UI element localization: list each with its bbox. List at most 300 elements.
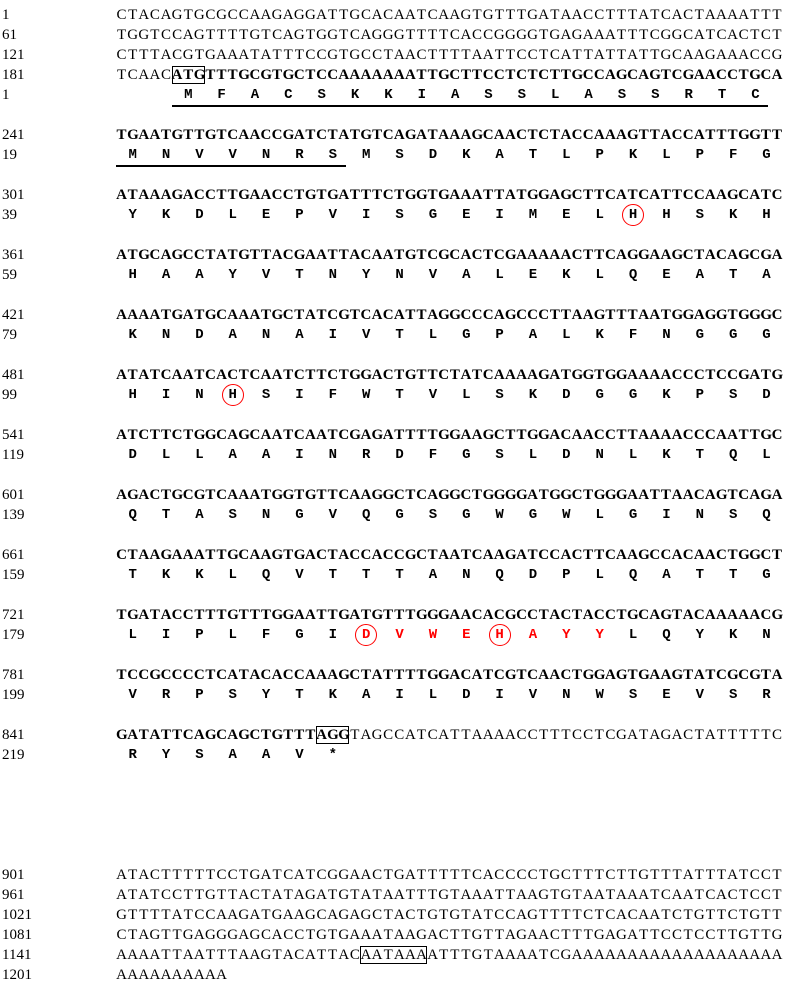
amino-acid: L [228, 207, 237, 223]
amino-acid: R [361, 447, 371, 463]
amino-acid: T [695, 567, 704, 583]
coding-aa-row [0, 86, 788, 104]
amino-acid: A [228, 327, 237, 343]
residue-number: 159 [2, 567, 25, 583]
amino-acid: M [528, 207, 538, 223]
utr5-row [0, 26, 788, 44]
amino-acid: N [328, 447, 338, 463]
amino-acid: S [651, 87, 660, 103]
amino-acid: S [317, 87, 326, 103]
amino-acid: H [762, 207, 771, 223]
stop-codon-box: AGG [316, 727, 350, 743]
coding-nt-row [0, 126, 788, 144]
amino-acid: L [628, 447, 638, 463]
nucleotide-sequence: TCCGCCCCTCATACACCAAAGCTATTTTGGACATCGTCAACTGGAGTGAAGTATCGCGTA [116, 667, 783, 683]
amino-acid: L [562, 147, 571, 163]
amino-acid: V [261, 267, 271, 283]
residue-number: 19 [2, 147, 17, 163]
coding-nt-row [0, 546, 788, 564]
utr5-row [0, 6, 788, 24]
coding-nt-row [0, 186, 788, 204]
residue-number: 79 [2, 327, 17, 343]
nucleotide-sequence: ATGCAGCCTATGTTACGAATTACAATGTCGCACTCGAAAAACTTCAGGAAGCTACAGCGA [116, 247, 783, 263]
amino-acid: K [128, 327, 137, 343]
amino-acid: L [495, 267, 504, 283]
nucleotide-sequence: TGAATGTTGTCAACCGATCTATGTCAGATAAAGCAACTCTACCAAAGTTACCATTTGGTT [116, 127, 783, 143]
amino-acid: Q [261, 567, 271, 583]
residue-number: 39 [2, 207, 17, 223]
coding-nt-row [0, 606, 788, 624]
amino-acid: Q [662, 627, 671, 643]
coding-aa-row [0, 686, 788, 704]
amino-acid: F [261, 627, 271, 643]
residue-number: 179 [2, 627, 25, 643]
residue-number: 59 [2, 267, 17, 283]
amino-acid: K [562, 267, 571, 283]
amino-acid: A [428, 567, 438, 583]
coding-aa-row [0, 266, 788, 284]
amino-acid: G [462, 447, 471, 463]
amino-acid: V [128, 687, 137, 703]
amino-acid: S [628, 687, 638, 703]
coding-aa-row [0, 326, 788, 344]
amino-acid: I [495, 207, 504, 223]
amino-acid: I [662, 507, 671, 523]
amino-acid: D [562, 447, 571, 463]
amino-acid: P [495, 327, 504, 343]
amino-acid: K [595, 327, 604, 343]
amino-acid: G [462, 507, 471, 523]
amino-acid: K [161, 207, 171, 223]
amino-acid: A [584, 87, 593, 103]
amino-acid: T [128, 567, 137, 583]
amino-acid: D [128, 447, 137, 463]
amino-acid: V [528, 687, 538, 703]
amino-acid: Y [562, 627, 571, 643]
coding-nt-row [0, 306, 788, 324]
amino-acid: L [428, 327, 438, 343]
amino-acid: K [328, 687, 338, 703]
amino-acid: G [462, 327, 471, 343]
amino-acid: T [161, 507, 171, 523]
amino-acid: T [395, 387, 404, 403]
amino-acid: F [428, 447, 438, 463]
amino-acid: G [628, 387, 638, 403]
line-number: 181 [2, 67, 25, 83]
amino-acid: G [295, 627, 304, 643]
line-number: 721 [2, 607, 25, 623]
amino-acid: S [228, 687, 237, 703]
line-number: 841 [2, 727, 25, 743]
line-number: 661 [2, 547, 25, 563]
amino-acid: A [528, 327, 538, 343]
coding-nt-row [0, 486, 788, 504]
amino-acid: I [495, 687, 504, 703]
amino-acid: S [428, 507, 438, 523]
amino-acid: N [562, 687, 571, 703]
line-number: 1141 [2, 947, 32, 963]
amino-acid: K [662, 447, 671, 463]
amino-acid: E [462, 207, 471, 223]
coding-aa-row [0, 626, 788, 644]
amino-acid: V [195, 147, 204, 163]
amino-acid: L [595, 267, 604, 283]
amino-acid: Q [762, 507, 771, 523]
amino-acid: G [428, 207, 438, 223]
amino-acid-sequence [116, 386, 788, 404]
nucleotide-sequence: ATATCAATCACTCAATCTTCTGGACTGTTCTATCAAAAGATGGTGGAAAACCCTCCGATG [116, 367, 784, 383]
amino-acid: V [428, 267, 438, 283]
coding-nt-row [0, 66, 788, 84]
amino-acid-sequence [116, 746, 788, 764]
amino-acid: N [161, 147, 171, 163]
line-number: 961 [2, 887, 25, 903]
amino-acid: T [328, 567, 338, 583]
amino-acid: F [628, 327, 638, 343]
residue-number: 119 [2, 447, 24, 463]
amino-acid: P [195, 687, 204, 703]
nucleotide-sequence: TGATACCTTTGTTTGGAATTGATGTTTGGGAACACGCCTACTACCTGCAGTACAAAAACG [116, 607, 784, 623]
amino-acid: D [528, 567, 538, 583]
line-number: 901 [2, 867, 25, 883]
amino-acid: Q [628, 567, 638, 583]
amino-acid: Q [128, 507, 137, 523]
line-number: 1021 [2, 907, 32, 923]
amino-acid: L [228, 567, 237, 583]
circled-residue: H [483, 626, 516, 644]
line-number: 1201 [2, 967, 32, 983]
amino-acid: S [728, 507, 738, 523]
amino-acid: A [261, 747, 271, 763]
amino-acid: W [562, 507, 571, 523]
amino-acid: A [195, 267, 204, 283]
nucleotide-sequence: ATCTTCTGGCAGCAATCAATCGAGATTTTGGAAGCTTGGACAACCTTAAAACCCAATTGC [116, 427, 783, 443]
amino-acid: G [628, 507, 638, 523]
nucleotide-sequence: GATATTCAGCAGCTGTTTAGGTAGCCAT CAT TAAAACC T T T CC T CGATAGAC TAT T T T T C [116, 727, 783, 743]
line-number: 481 [2, 367, 25, 383]
nucleotide-sequence: C TACAGTGCGCCAAGAGGAT TGCACAAT CAAGTGT T TGATAACC T T TAT CAC TAAAAT T T [116, 7, 782, 23]
amino-acid: S [228, 507, 237, 523]
amino-acid: T [395, 327, 404, 343]
line-number: 1 [2, 7, 10, 23]
circled-residue: H [216, 386, 249, 404]
amino-acid: L [662, 147, 671, 163]
amino-acid: I [417, 87, 426, 103]
nucleotide-sequence: C TAGT TGAGGGAGCACC TGTGAAATAAGAC T TGT TAGAAC T T TGAGAT T CC T CC T TGT TG [116, 927, 783, 943]
amino-acid: P [695, 147, 704, 163]
nucleotide-sequence: ATAT CC T TGT TAC TATAGATGTATAAT T TGTAAAT TAAGTGTAATAAAT CAAT CAC T CC T [116, 887, 782, 903]
amino-acid: D [195, 327, 204, 343]
amino-acid-sequence [116, 266, 788, 284]
amino-acid: G [528, 507, 538, 523]
amino-acid: N [328, 267, 338, 283]
amino-acid: A [228, 447, 237, 463]
amino-acid: R [762, 687, 771, 703]
amino-acid: K [628, 147, 638, 163]
utr3-row [0, 926, 788, 944]
amino-acid: S [728, 687, 738, 703]
line-number: 541 [2, 427, 25, 443]
stop-marker: * [328, 747, 338, 763]
line-number: 61 [2, 27, 17, 43]
amino-acid: N [261, 147, 271, 163]
amino-acid: L [428, 687, 438, 703]
amino-acid: E [528, 267, 538, 283]
amino-acid: A [450, 87, 460, 103]
line-number: 241 [2, 127, 25, 143]
nucleotide-sequence: CTAAGAAATTGCAAGTGACTACCACCGCTAATCAAGATCCACTTCAAGCCACAACTGGCT [116, 547, 783, 563]
utr3-row [0, 866, 788, 884]
amino-acid: K [662, 387, 671, 403]
amino-acid: L [762, 447, 771, 463]
coding-aa-row [0, 446, 788, 464]
amino-acid: T [295, 687, 304, 703]
amino-acid: C [284, 87, 293, 103]
nucleotide-sequence: AAAAAAAAAA [116, 967, 227, 983]
amino-acid: V [395, 627, 404, 643]
amino-acid: Y [161, 747, 171, 763]
residue-number: 99 [2, 387, 17, 403]
amino-acid: V [328, 207, 338, 223]
amino-acid: R [128, 747, 137, 763]
amino-acid: I [328, 327, 338, 343]
amino-acid: P [195, 627, 204, 643]
residue-number: 219 [2, 747, 25, 763]
amino-acid: D [395, 447, 404, 463]
amino-acid: D [428, 147, 438, 163]
amino-acid: W [495, 507, 504, 523]
amino-acid: D [762, 387, 771, 403]
amino-acid: Q [628, 267, 638, 283]
amino-acid: A [361, 687, 371, 703]
nucleotide-sequence: TGGT CCAGT T T TGT CAGTGGT CAGGGT T T T CACCGGGGTGAGAAAT T T CGGCAT CAC T C T [116, 27, 782, 43]
utr3-row [0, 966, 788, 984]
utr5-row [0, 46, 788, 64]
amino-acid: T [728, 267, 738, 283]
amino-acid: K [350, 87, 360, 103]
amino-acid: T [528, 147, 538, 163]
residue-number: 139 [2, 507, 25, 523]
amino-acid: T [728, 567, 738, 583]
amino-acid: A [462, 267, 471, 283]
coding-aa-row [0, 566, 788, 584]
amino-acid: A [762, 267, 771, 283]
amino-acid: H [662, 207, 671, 223]
amino-acid: N [395, 267, 404, 283]
amino-acid: E [462, 627, 471, 643]
amino-acid: T [695, 447, 704, 463]
amino-acid: P [695, 387, 704, 403]
amino-acid: Y [228, 267, 237, 283]
amino-acid: N [161, 327, 171, 343]
coding-aa-row [0, 746, 788, 764]
amino-acid-sequence [116, 206, 788, 224]
amino-acid: A [528, 627, 538, 643]
amino-acid: Y [695, 627, 704, 643]
amino-acid: S [495, 447, 504, 463]
amino-acid: S [484, 87, 493, 103]
coding-aa-row [0, 386, 788, 404]
amino-acid-sequence [116, 446, 788, 464]
amino-acid: G [595, 387, 604, 403]
amino-acid: S [495, 387, 504, 403]
amino-acid: K [161, 567, 171, 583]
amino-acid: S [195, 747, 204, 763]
amino-acid: R [295, 147, 304, 163]
amino-acid-sequence [116, 506, 788, 524]
start-codon-box: ATG [171, 67, 206, 83]
amino-acid: K [462, 147, 471, 163]
amino-acid: A [295, 327, 304, 343]
coding-nt-row [0, 666, 788, 684]
coding-aa-row [0, 206, 788, 224]
amino-acid: Y [261, 687, 271, 703]
amino-acid: T [361, 567, 371, 583]
amino-acid: N [261, 507, 271, 523]
amino-acid: K [195, 567, 204, 583]
amino-acid: S [328, 147, 338, 163]
amino-acid: W [428, 627, 438, 643]
amino-acid: N [462, 567, 471, 583]
amino-acid: G [762, 147, 771, 163]
amino-acid: S [395, 207, 404, 223]
amino-acid: V [695, 687, 704, 703]
amino-acid: L [551, 87, 560, 103]
amino-acid: P [562, 567, 571, 583]
amino-acid: A [228, 747, 237, 763]
amino-acid: D [562, 387, 571, 403]
line-number: 781 [2, 667, 25, 683]
coding-nt-row [0, 366, 788, 384]
amino-acid-sequence [116, 686, 788, 704]
amino-acid: N [195, 387, 204, 403]
amino-acid: H [128, 267, 137, 283]
amino-acid: S [395, 147, 404, 163]
utr3-row [0, 906, 788, 924]
amino-acid: N [762, 627, 771, 643]
amino-acid-sequence [116, 146, 788, 164]
coding-aa-row [0, 146, 788, 164]
amino-acid: K [728, 207, 738, 223]
amino-acid: M [361, 147, 371, 163]
amino-acid: K [384, 87, 393, 103]
amino-acid: V [295, 567, 304, 583]
amino-acid: A [261, 447, 271, 463]
amino-acid: R [161, 687, 171, 703]
amino-acid: K [528, 387, 538, 403]
amino-acid: W [361, 387, 371, 403]
amino-acid: M [128, 147, 137, 163]
nucleotide-sequence: AAAATGATGCAAATGCTATCGTCACATTAGGCCCAGCCCTTAAGTTTAATGGAGGTGGGC [116, 307, 783, 323]
coding-nt-row [0, 426, 788, 444]
amino-acid: L [161, 447, 171, 463]
amino-acid: G [395, 507, 404, 523]
amino-acid: Y [128, 207, 137, 223]
amino-acid: N [261, 327, 271, 343]
amino-acid: K [728, 627, 738, 643]
circled-residue: D [350, 626, 383, 644]
utr3-row [0, 946, 788, 964]
amino-acid: L [228, 627, 237, 643]
amino-acid: F [328, 387, 338, 403]
circled-residue: H [616, 206, 649, 224]
amino-acid: S [517, 87, 527, 103]
amino-acid: L [628, 627, 638, 643]
amino-acid: D [195, 207, 204, 223]
amino-acid: A [161, 267, 171, 283]
amino-acid: A [495, 147, 504, 163]
amino-acid-sequence [116, 626, 788, 644]
signal-peptide-underline [172, 105, 768, 107]
amino-acid: I [295, 447, 304, 463]
amino-acid: A [195, 507, 204, 523]
amino-acid: E [662, 267, 671, 283]
amino-acid: V [295, 747, 304, 763]
amino-acid: M [184, 87, 193, 103]
amino-acid: A [695, 267, 704, 283]
amino-acid: E [562, 207, 571, 223]
amino-acid: G [695, 327, 704, 343]
nucleotide-sequence: AGACTGCGTCAAATGGTGTTCAAGGCTCAGGCTGGGGATGGCTGGGAATTAACAGTCAGA [116, 487, 783, 503]
nucleotide-sequence: GT T T TAT CCAAGATGAAGCAGAGC TAC TGTGTAT CCAGT T T T C T CACAAT C TGT T C TGT T [116, 907, 782, 923]
amino-acid: S [261, 387, 271, 403]
polya-signal-box: AATAAA [360, 947, 427, 963]
residue-number: 1 [2, 87, 10, 103]
amino-acid: V [361, 327, 371, 343]
amino-acid: F [217, 87, 226, 103]
amino-acid-sequence [116, 86, 788, 104]
amino-acid: T [717, 87, 727, 103]
amino-acid: G [728, 327, 738, 343]
amino-acid: S [695, 207, 704, 223]
amino-acid: G [762, 327, 771, 343]
amino-acid: N [662, 327, 671, 343]
amino-acid: Y [361, 267, 371, 283]
line-number: 1081 [2, 927, 32, 943]
nucleotide-sequence: AAAAT TAAT T TAAGTACAT TACAATAAAAT T TGTAAAAT CGAAAAAAAAAAAAAAAAAAA [116, 947, 783, 963]
amino-acid: L [562, 327, 571, 343]
amino-acid: P [295, 207, 304, 223]
amino-acid: C [751, 87, 760, 103]
amino-acid: G [762, 567, 771, 583]
amino-acid: L [595, 567, 604, 583]
amino-acid: I [361, 207, 371, 223]
amino-acid: S [728, 387, 738, 403]
amino-acid: N [695, 507, 704, 523]
amino-acid-sequence [116, 326, 788, 344]
amino-acid: I [395, 687, 404, 703]
amino-acid: Q [495, 567, 504, 583]
amino-acid: Q [361, 507, 371, 523]
amino-acid: Y [595, 627, 604, 643]
amino-acid: S [617, 87, 627, 103]
amino-acid: L [462, 387, 471, 403]
amino-acid: I [328, 627, 338, 643]
amino-acid: T [395, 567, 404, 583]
amino-acid: I [295, 387, 304, 403]
signal-peptide-underline [116, 165, 346, 167]
amino-acid: P [595, 147, 604, 163]
nucleotide-sequence: C T T TACGTGAAATAT T T CCGTGCC TAAC T T T TAAT T CC T CAT TAT TAT TGCAAGAAACCG [116, 47, 783, 63]
amino-acid: L [528, 447, 538, 463]
amino-acid: L [195, 447, 204, 463]
line-number: 301 [2, 187, 25, 203]
amino-acid: V [328, 507, 338, 523]
amino-acid: D [462, 687, 471, 703]
line-number: 601 [2, 487, 25, 503]
amino-acid: L [595, 507, 604, 523]
nucleotide-sequence: T CAACATGTTTGCGTGCTCCAAAAAAATTGCTTCCTCTCTTGCCAGCAGTCGAACCTGCA [116, 67, 783, 83]
